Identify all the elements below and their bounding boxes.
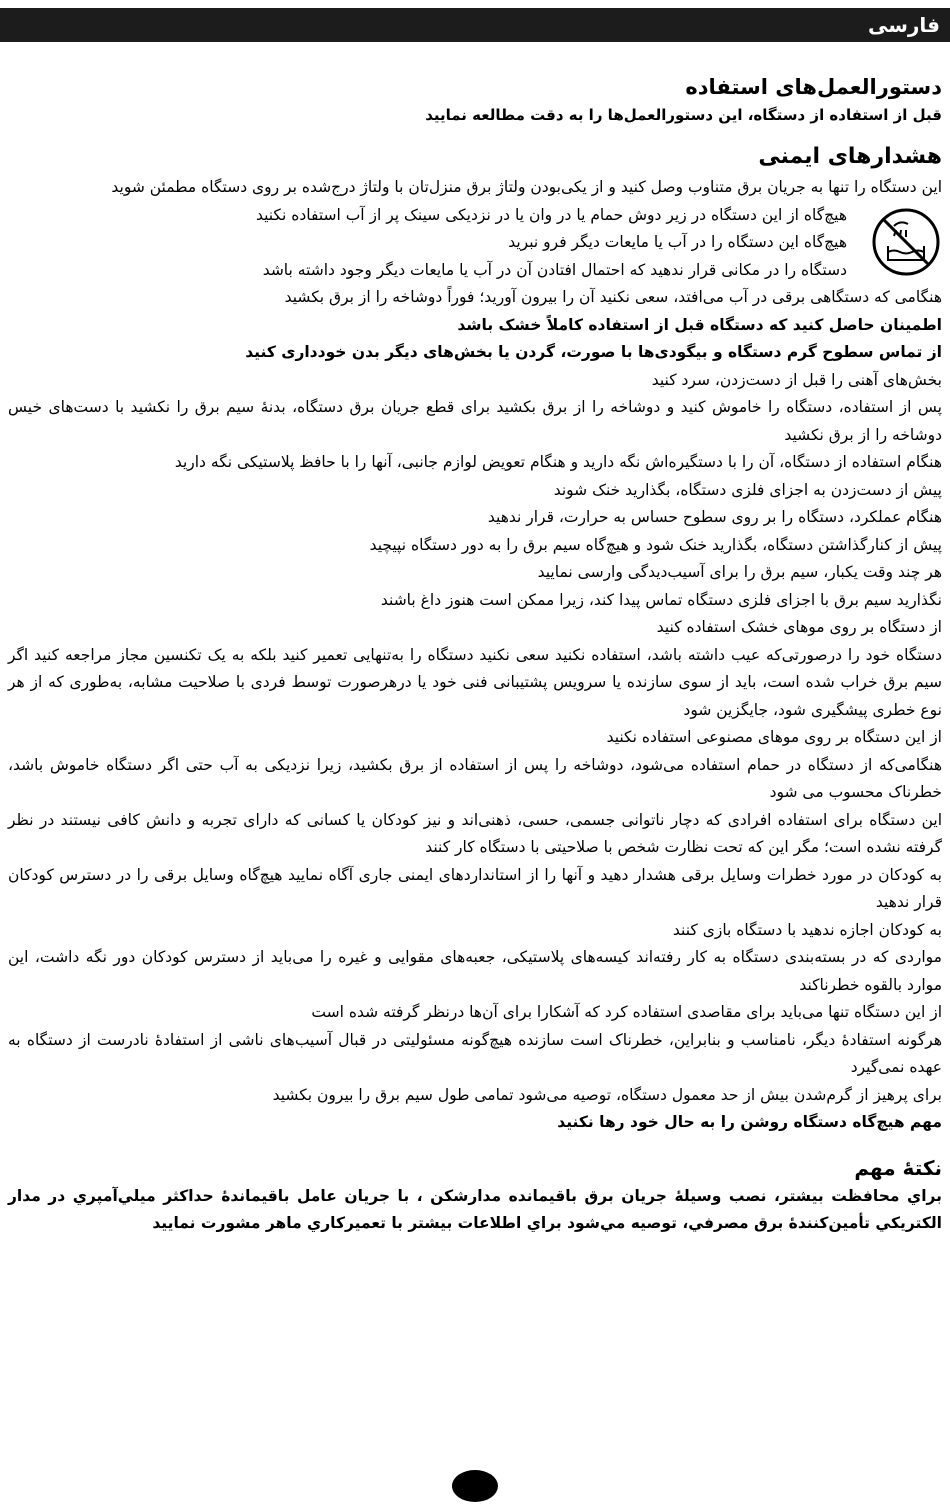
safety-paragraph: از دستگاه بر روی موهای خشک استفاده کنید xyxy=(656,618,942,636)
note-title: نکتهٔ مهم xyxy=(854,1155,942,1180)
water-warning-item: هیچ‌گاه این دستگاه را در آب یا مایعات دیگر فرو نبرید xyxy=(508,233,847,251)
note-text: براي محافظت بيشتر، نصب وسيلهٔ جريان برق باقيمانده مدارشكن ، با جريان عامل باقيماندهٔ حداكثر ميلي‌آمپري در مدار الكتريكي تأمين‌كنندهٔ برق مصرفي، توصيه مي‌شود براي اطلاعات بيشتر با تعميركاري ماهر مشورت نماييد xyxy=(8,1186,942,1232)
no-water-icon xyxy=(870,206,942,278)
water-warning-item: هیچ‌گاه از این دستگاه در زیر دوش حمام یا در وان یا در نزدیکی سینک پر از آب استفاده نکنید xyxy=(255,205,847,224)
safety-paragraph: هنگامی که دستگاهی برقی در آب می‌افتد، سعی نکنید آن را بیرون آورید؛ فوراً دوشاخه را از برق بکشید xyxy=(284,288,942,306)
safety-paragraph: به کودکان اجازه ندهید با دستگاه بازی کنند xyxy=(672,920,942,939)
safety-paragraph-list xyxy=(8,284,942,1137)
language-label: فارسی xyxy=(867,13,940,37)
safety-paragraph: هنگامی‌که از دستگاه در حمام استفاده می‌شود، دوشاخه را پس از استفاده از برق بکشید، زیرا نزدیکی به آب حتی اگر دستگاه خاموش باشد، خطرناک محسوب می شود xyxy=(8,755,942,801)
safety-paragraph: هر چند وقت یکبار، سیم برق را برای آسیب‌دیدگی وارسی نمایید xyxy=(537,563,942,581)
safety-paragraph: این دستگاه برای استفاده افرادی که دچار ناتوانی جسمی، حسی، ذهنی‌اند و نیز کودکان یا کسانی که دارای تجربه و دانش کافی نیستند در نظر گرفته نشده است؛ مگر این که تحت نظارت شخص با صلاحیتی با دستگاه کار کنند xyxy=(8,810,942,856)
safety-paragraph: پس از استفاده، دستگاه را خاموش کنید و دوشاخه را از برق بکشید برای قطع جریان برق دستگاه، بدنهٔ سیم برق را نکشید با دست‌های خیس دوشاخه را از برق نکشید xyxy=(8,398,942,444)
intro-paragraph: این دستگاه را تنها به جریان برق متناوب وصل کنید و از یکی‌بودن ولتاژ برق منزل‌تان با ولتاژ درج‌شده بر روی دستگاه مطمئن شوید xyxy=(111,178,942,196)
safety-paragraph: بخش‌های آهنی را قبل از دست‌زدن، سرد کنید xyxy=(651,370,942,389)
water-warning-list xyxy=(8,202,847,285)
water-warning-block xyxy=(8,202,942,285)
safety-paragraph: از این دستگاه بر روی موهای مصنوعی استفاده نکنید xyxy=(606,728,942,746)
safety-paragraph: مواردی که در بسته‌بندی دستگاه به کار رفته‌اند کیسه‌های پلاستیکی، جعبه‌های مقوایی و غیره را می‌باید از دسترس کودکان دور نگه داشت، این موارد بالقوه خطرناکند xyxy=(8,948,942,994)
safety-paragraph: دستگاه خود را درصورتی‌که عیب داشته باشد، استفاده نکنید سعی نکنید دستگاه را به‌تنهایی تعمیر کنید بلکه به یک تکنسین مجاز مراجعه کنید اگر سیم برق خراب شده است، باید از سوی سازنده یا سرویس پشتیبانی فنی خود یا درهرصورت توسط فردی با صلاحیت مشابه، به‌طوری که از هر نوع خطری پیشگیری شود، جایگزین شود xyxy=(8,645,942,719)
page-number-oval xyxy=(452,1470,498,1502)
safety-paragraph: از تماس سطوح گرم دستگاه و بیگودی‌ها با صورت، گردن یا بخش‌های دیگر بدن خودداری کنید xyxy=(245,343,942,361)
safety-paragraph: پیش از کنارگذاشتن دستگاه، بگذارید خنک شود و هیچ‌گاه سیم برق را به دور دستگاه نپیچید xyxy=(369,535,942,554)
safety-paragraph: اطمینان حاصل کنید که دستگاه قبل از استفاده کاملاً خشک باشد xyxy=(457,315,942,334)
safety-paragraph: از این دستگاه تنها می‌باید برای مقاصدی استفاده کرد که آشکارا برای آن‌ها درنظر گرفته شده است xyxy=(311,1003,942,1021)
page-title: دستورالعمل‌های استفاده xyxy=(685,75,942,99)
page-subtitle: قبل از استفاده از دستگاه، این دستورالعمل‌ها را به دقت مطالعه نمایید xyxy=(425,106,942,124)
safety-paragraph: هنگام استفاده از دستگاه، آن را با دستگیره‌اش نگه دارید و هنگام تعویض لوازم جانبی، آنها را با حافظ پلاستیکی نگه دارید xyxy=(174,453,942,471)
safety-paragraph: نگذارید سیم برق با اجزای فلزی دستگاه تماس پیدا کند، زیرا ممکن است هنوز داغ باشند xyxy=(380,590,942,609)
safety-paragraph: برای پرهیز از گرم‌شدن بیش از حد معمول دستگاه، توصیه می‌شود تمامی طول سیم برق را بیرون بکشید xyxy=(272,1085,942,1104)
safety-paragraph: به کودکان در مورد خطرات وسایل برقی هشدار دهید و آنها را از استانداردهای ایمنی جاری آگاه نمایید هیچ‌گاه وسایل برقی را در دسترس کودکان قرار ندهید xyxy=(8,865,942,911)
safety-paragraph: مهم هیچ‌گاه دستگاه روشن را به حال خود رها نکنید xyxy=(557,1113,942,1131)
safety-section-title: هشدارهای ایمنی xyxy=(758,144,942,169)
instructions-content xyxy=(8,72,942,1237)
safety-paragraph: پیش از دست‌زدن به اجزای فلزی دستگاه، بگذارید خنک شوند xyxy=(553,480,942,499)
water-warning-item: دستگاه را در مکانی قرار ندهید که احتمال افتادن آن در آب یا مایعات دیگر وجود داشته باشد xyxy=(262,260,847,279)
safety-paragraph: هنگام عملکرد، دستگاه را بر روی سطوح حساس به حرارت، قرار ندهید xyxy=(487,508,942,526)
safety-paragraph: هرگونه استفادهٔ دیگر، نامناسب و بنابراین، خطرناک است سازنده هیچ‌گونه مسئولیتی در قبال آسیب‌های ناشی از استفادهٔ نادرست از دستگاه به عهده نمی‌گیرد xyxy=(8,1030,942,1076)
language-header-bar xyxy=(0,8,950,42)
